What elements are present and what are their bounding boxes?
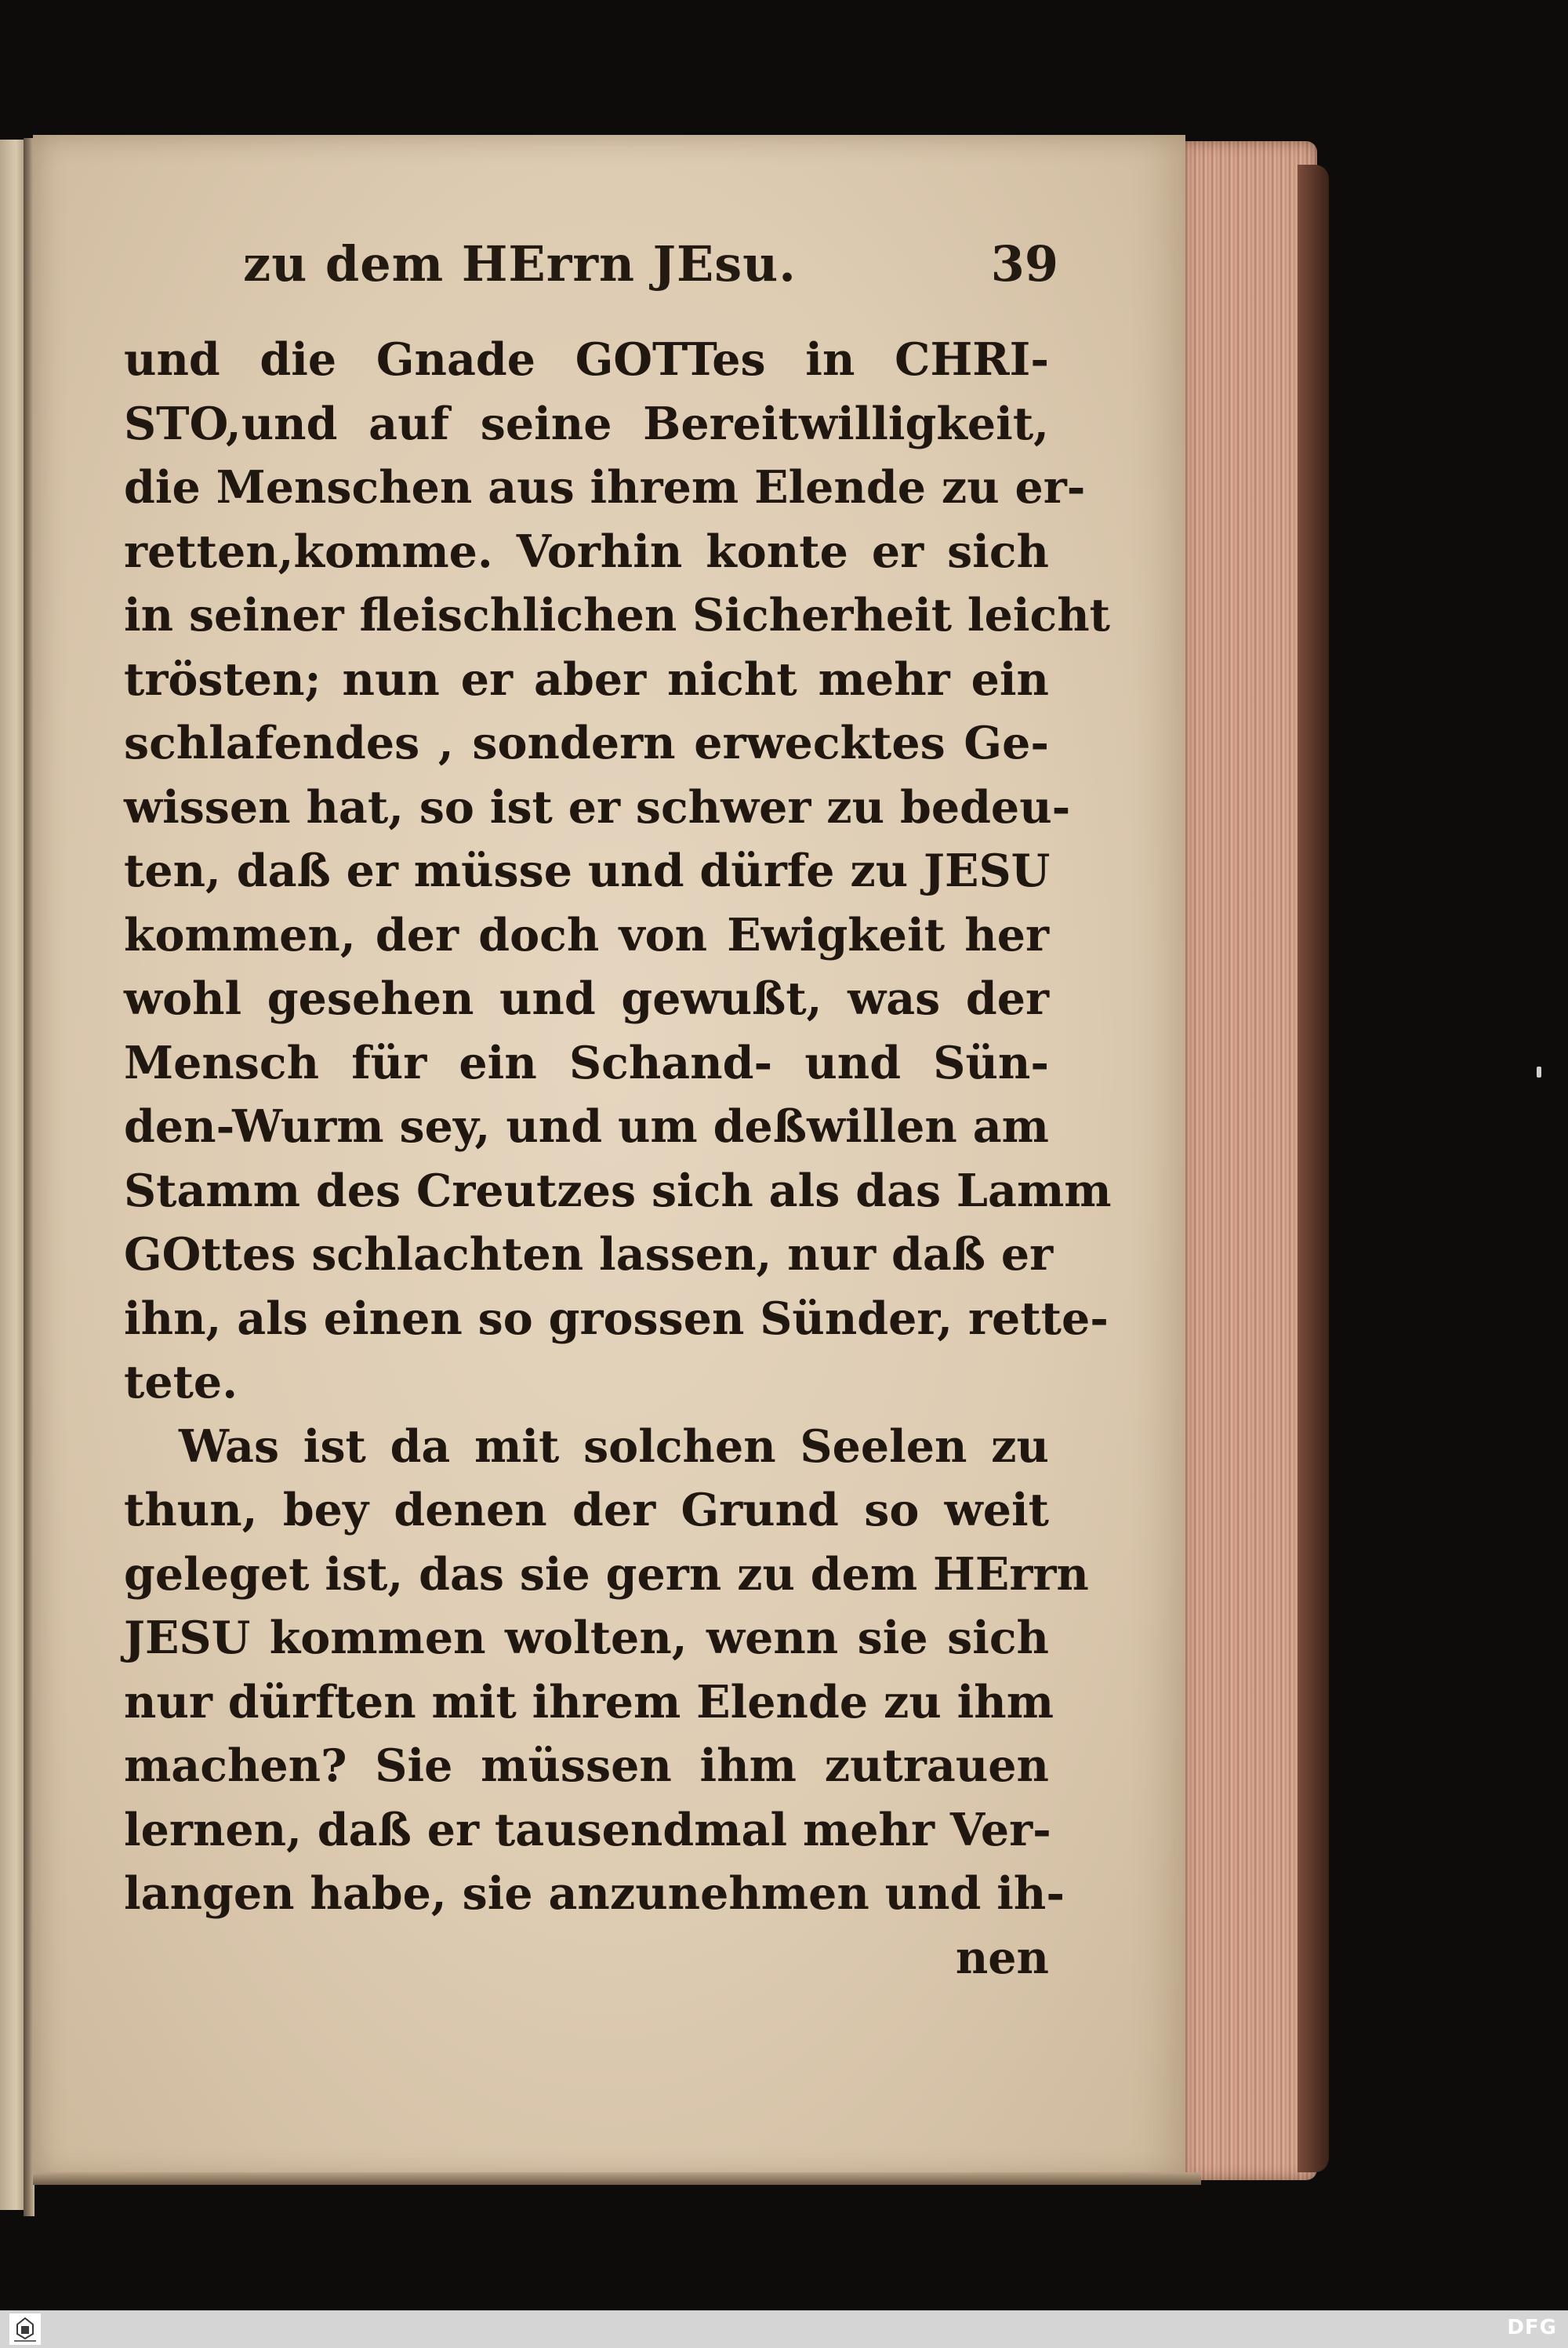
text-line: wohl gesehen und gewußt, was der [124, 972, 1049, 1025]
text-line: JESU kommen wolten, wenn sie sich [124, 1612, 1049, 1664]
text-line: wissen hat, so ist er schwer zu bedeu- [124, 780, 1071, 834]
text-line: schlafendes , sondern erwecktes Ge- [124, 717, 1049, 769]
text-line: die Menschen aus ihrem Elende zu er- [124, 461, 1086, 514]
text-line: kommen, der doch von Ewigkeit her [124, 908, 1049, 961]
facing-page-edge [0, 140, 27, 2210]
page-header [180, 235, 1058, 298]
scan-artifact [1537, 1067, 1541, 1078]
text-line: thun, bey denen der Grund so weit [124, 1484, 1049, 1536]
text-line: und die Gnade GOTTes in CHRI- [124, 333, 1049, 386]
catchword: nen [955, 1931, 1049, 1984]
page-number: 39 [990, 235, 1058, 293]
text-line: in seiner fleischlichen Sicherheit leicht [124, 589, 1110, 642]
text-line: Mensch für ein Schand- und Sün- [124, 1036, 1049, 1089]
text-line: trösten; nun er aber nicht mehr ein [124, 652, 1049, 706]
text-line: retten,komme. Vorhin konte er sich [124, 525, 1049, 578]
text-line: langen habe, sie anzunehmen und ih- [124, 1867, 1065, 1920]
body-text [124, 328, 1112, 1990]
viewer-footer-bar [0, 2310, 1568, 2348]
page-bottom-edge [33, 2172, 1201, 2185]
text-line: machen? Sie müssen ihm zutrauen [124, 1739, 1049, 1792]
text-line: ihn, als einen so grossen Sünder, rette- [124, 1292, 1109, 1345]
library-crest-icon [9, 2313, 41, 2345]
text-line: den-Wurm sey, und um deßwillen am [124, 1100, 1049, 1153]
dfg-logo: DFG [1507, 2316, 1557, 2339]
text-line: STO,und auf seine Bereitwilligkeit, [124, 397, 1049, 450]
paragraph-start-line: Was ist da mit solchen Seelen zu [179, 1419, 1049, 1473]
text-line: Stamm des Creutzes sich als das Lamm [124, 1164, 1112, 1217]
text-line: ten, daß er müsse und dürfe zu JESU [124, 845, 1051, 897]
text-line: nur dürften mit ihrem Elende zu ihm [124, 1675, 1054, 1728]
text-line: lernen, daß er tausendmal mehr Ver- [124, 1803, 1051, 1856]
book-cover-edge [1298, 165, 1329, 2172]
text-line: GOttes schlachten lassen, nur daß er [124, 1228, 1054, 1281]
text-line: geleget ist, das sie gern zu dem HErrn [124, 1547, 1089, 1601]
running-head: zu dem HErrn JEsu. [243, 235, 797, 293]
text-line: tete. [124, 1356, 238, 1408]
